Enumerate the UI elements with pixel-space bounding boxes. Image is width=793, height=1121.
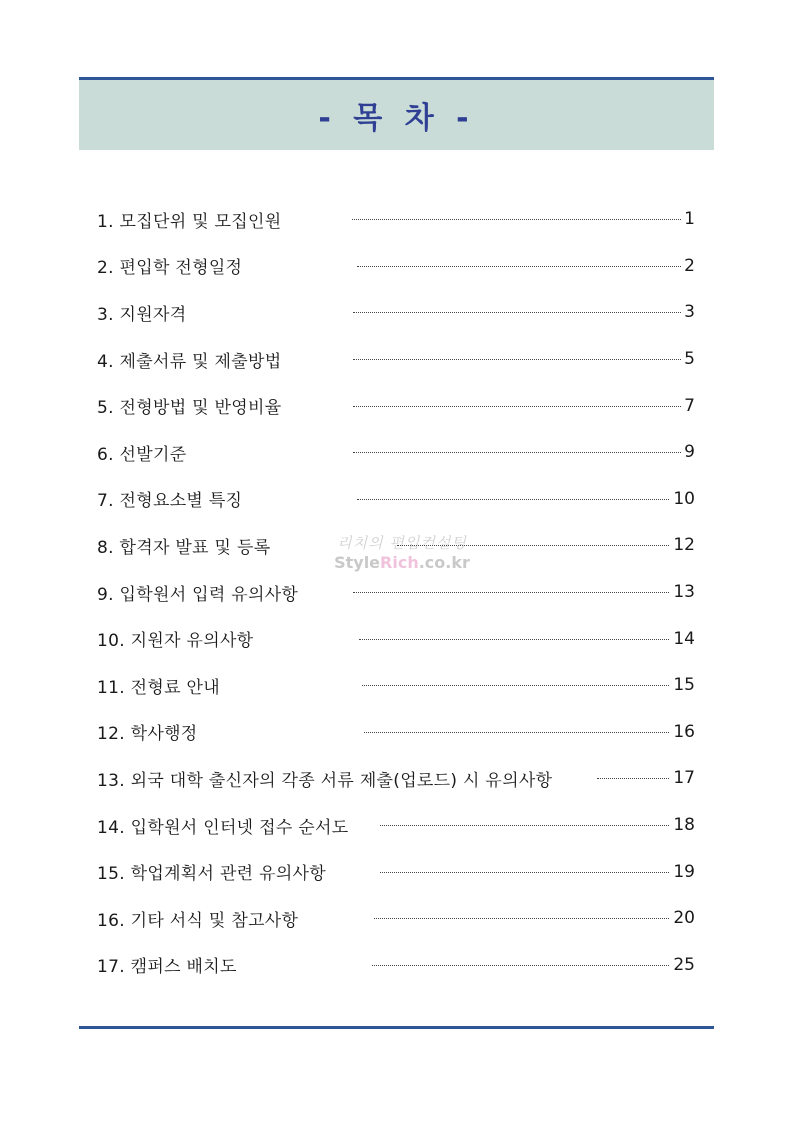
toc-item-label: 11. 전형료 안내: [97, 677, 220, 698]
toc-item-leader: [362, 685, 669, 686]
toc-item[interactable]: [97, 476, 695, 523]
toc-item[interactable]: [97, 336, 695, 383]
toc-item-page: 7: [684, 395, 695, 416]
toc-item-leader: [352, 219, 681, 220]
toc-item-label: 4. 제출서류 및 제출방법: [97, 351, 282, 372]
toc-item-label: 5. 전형방법 및 반영비율: [97, 398, 282, 419]
toc-item-page: 14: [673, 628, 695, 649]
toc-item-label: 12. 학사행정: [97, 724, 198, 745]
toc-item[interactable]: [97, 755, 695, 802]
toc-item[interactable]: [97, 709, 695, 756]
watermark-line1: 리치의 편입컨설팅: [337, 534, 467, 552]
toc-item-page: 19: [673, 861, 695, 882]
toc-item[interactable]: [97, 615, 695, 662]
toc-item-page: 15: [673, 675, 695, 696]
toc-item-label: 2. 편입학 전형일정: [97, 258, 243, 279]
toc-item-label: 10. 지원자 유의사항: [97, 631, 254, 652]
toc-item-leader: [353, 592, 669, 593]
toc-item[interactable]: [97, 243, 695, 290]
toc-item-label: 15. 학업계획서 관련 유의사항: [97, 864, 326, 885]
toc-item-label: 16. 기타 서식 및 참고사항: [97, 910, 299, 931]
toc-item[interactable]: [97, 569, 695, 616]
toc-title-bar: [79, 77, 714, 150]
toc-item-leader: [353, 406, 681, 407]
toc-item-leader: [380, 872, 669, 873]
table-of-contents: [97, 196, 695, 988]
toc-item-label: 1. 모집단위 및 모집인원: [97, 211, 282, 232]
toc-item-page: 2: [684, 255, 695, 276]
toc-item-leader: [380, 825, 669, 826]
toc-item[interactable]: [97, 196, 695, 243]
toc-item-label: 17. 캠퍼스 배치도: [97, 957, 237, 978]
toc-item-page: 25: [673, 954, 695, 975]
toc-item-leader: [353, 452, 681, 453]
watermark-brand-prefix: Style: [334, 553, 381, 572]
toc-item-leader: [359, 639, 669, 640]
watermark-brand: [322, 553, 482, 572]
toc-item-leader: [597, 778, 669, 779]
toc-item[interactable]: [97, 429, 695, 476]
toc-item-page: 1: [684, 209, 695, 230]
toc-item-page: 5: [684, 349, 695, 370]
toc-item-leader: [353, 359, 681, 360]
toc-item-label: 9. 입학원서 입력 유의사항: [97, 584, 299, 605]
toc-item[interactable]: [97, 942, 695, 989]
toc-item-page: 12: [673, 535, 695, 556]
toc-item-leader: [353, 312, 681, 313]
toc-item[interactable]: [97, 895, 695, 942]
bottom-divider: [79, 1026, 714, 1029]
toc-item-leader: [364, 732, 669, 733]
toc-item-page: 16: [673, 721, 695, 742]
toc-item[interactable]: [97, 382, 695, 429]
toc-item-page: 3: [684, 302, 695, 323]
toc-item-page: 13: [673, 582, 695, 603]
page-title: - 목 차 -: [318, 101, 475, 136]
watermark-brand-accent: Rich: [380, 553, 419, 572]
toc-item-leader: [357, 499, 669, 500]
toc-item[interactable]: [97, 802, 695, 849]
toc-item-leader: [372, 965, 669, 966]
toc-item-label: 3. 지원자격: [97, 304, 187, 325]
toc-item-label: 14. 입학원서 인터넷 접수 순서도: [97, 817, 349, 838]
toc-item-leader: [357, 266, 681, 267]
toc-item-label: 8. 합격자 발표 및 등록: [97, 537, 271, 558]
toc-item[interactable]: [97, 848, 695, 895]
toc-item-page: 17: [673, 768, 695, 789]
toc-item-page: 9: [684, 442, 695, 463]
toc-item-label: 13. 외국 대학 출신자의 각종 서류 제출(업로드) 시 유의사항: [97, 770, 553, 791]
toc-item-page: 18: [673, 815, 695, 836]
toc-item-leader: [374, 918, 669, 919]
watermark-brand-suffix: .co.kr: [418, 553, 470, 572]
toc-item-label: 6. 선발기준: [97, 444, 187, 465]
toc-item-page: 10: [673, 488, 695, 509]
toc-item-label: 7. 전형요소별 특징: [97, 491, 243, 512]
toc-item[interactable]: [97, 662, 695, 709]
toc-item-page: 20: [673, 908, 695, 929]
toc-item[interactable]: [97, 289, 695, 336]
watermark: [322, 532, 482, 572]
